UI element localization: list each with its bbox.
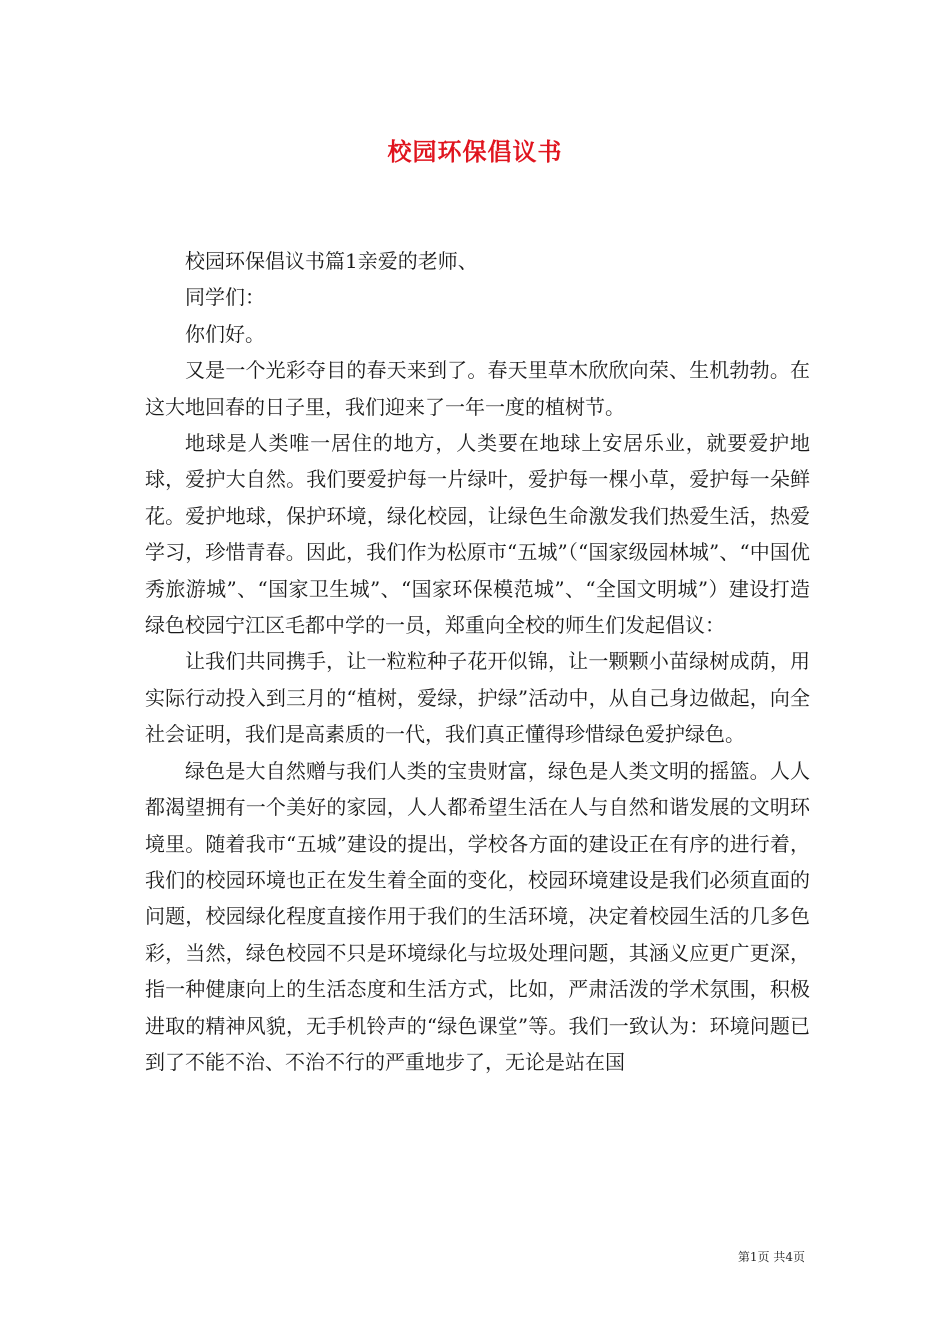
paragraph-1: 校园环保倡议书篇1亲爱的老师、: [185, 249, 478, 273]
paragraph-6: 让我们共同携手，让一粒粒种子花开似锦，让一颗颗小苗绿树成荫，用实际行动投入到三月的“植树，爱绿，护绿”活动中，从自己身边做起，向全社会证明，我们是高素质的一代，我们真正懂得珍惜绿色爱护绿色。: [145, 649, 810, 747]
paragraph-7: 绿色是大自然赠与我们人类的宝贵财富，绿色是人类文明的摇篮。人人都渴望拥有一个美好的家园，人人都希望生活在人与自然和谐发展的文明环境里。随着我市“五城”建设的提出，学校各方面的建设正在有序的进行着，我们的校园环境也正在发生着全面的变化，校园环境建设是我们必须直面的问题，校园绿化程度直接作用于我们的生活环境，决定着校园生活的几多色彩，当然，绿色校园不只是环境绿化与垃圾处理问题，其涵义应更广更深，指一种健康向上的生活态度和生活方式，比如，严肃活泼的学术氛围，积极进取的精神风貌，无手机铃声的“绿色课堂”等。我们一致认为：环境问题已到了不能不治、不治不行的严重地步了，无论是站在国: [145, 758, 810, 1074]
paragraph-2: 同学们：: [185, 285, 265, 310]
paragraph-5: 地球是人类唯一居住的地方，人类要在地球上安居乐业，就要爱护地球，爱护大自然。我们要爱护每一片绿叶，爱护每一棵小草，爱护每一朵鲜花。爱护地球，保护环境，绿化校园，让绿色生命激发我们热爱生活，热爱学习，珍惜青春。因此，我们作为松原市“五城”（“国家级园林城”、“中国优秀旅游城”、“国家卫生城”、“国家环保模范城”、“全国文明城”）建设打造绿色校园宁江区毛都中学的一员，郑重向全校的师生们发起倡议：: [145, 431, 810, 638]
paragraph-4: 又是一个光彩夺目的春天来到了。春天里草木欣欣向荣、生机勃勃。在这大地回春的日子里，我们迎来了一年一度的植树节。: [145, 358, 810, 419]
paragraph-3: 你们好。: [185, 321, 265, 346]
document-body: [145, 243, 810, 1080]
page-number: 第1页 共4页: [737, 1250, 805, 1264]
document-title: 校园环保倡议书: [387, 137, 563, 166]
